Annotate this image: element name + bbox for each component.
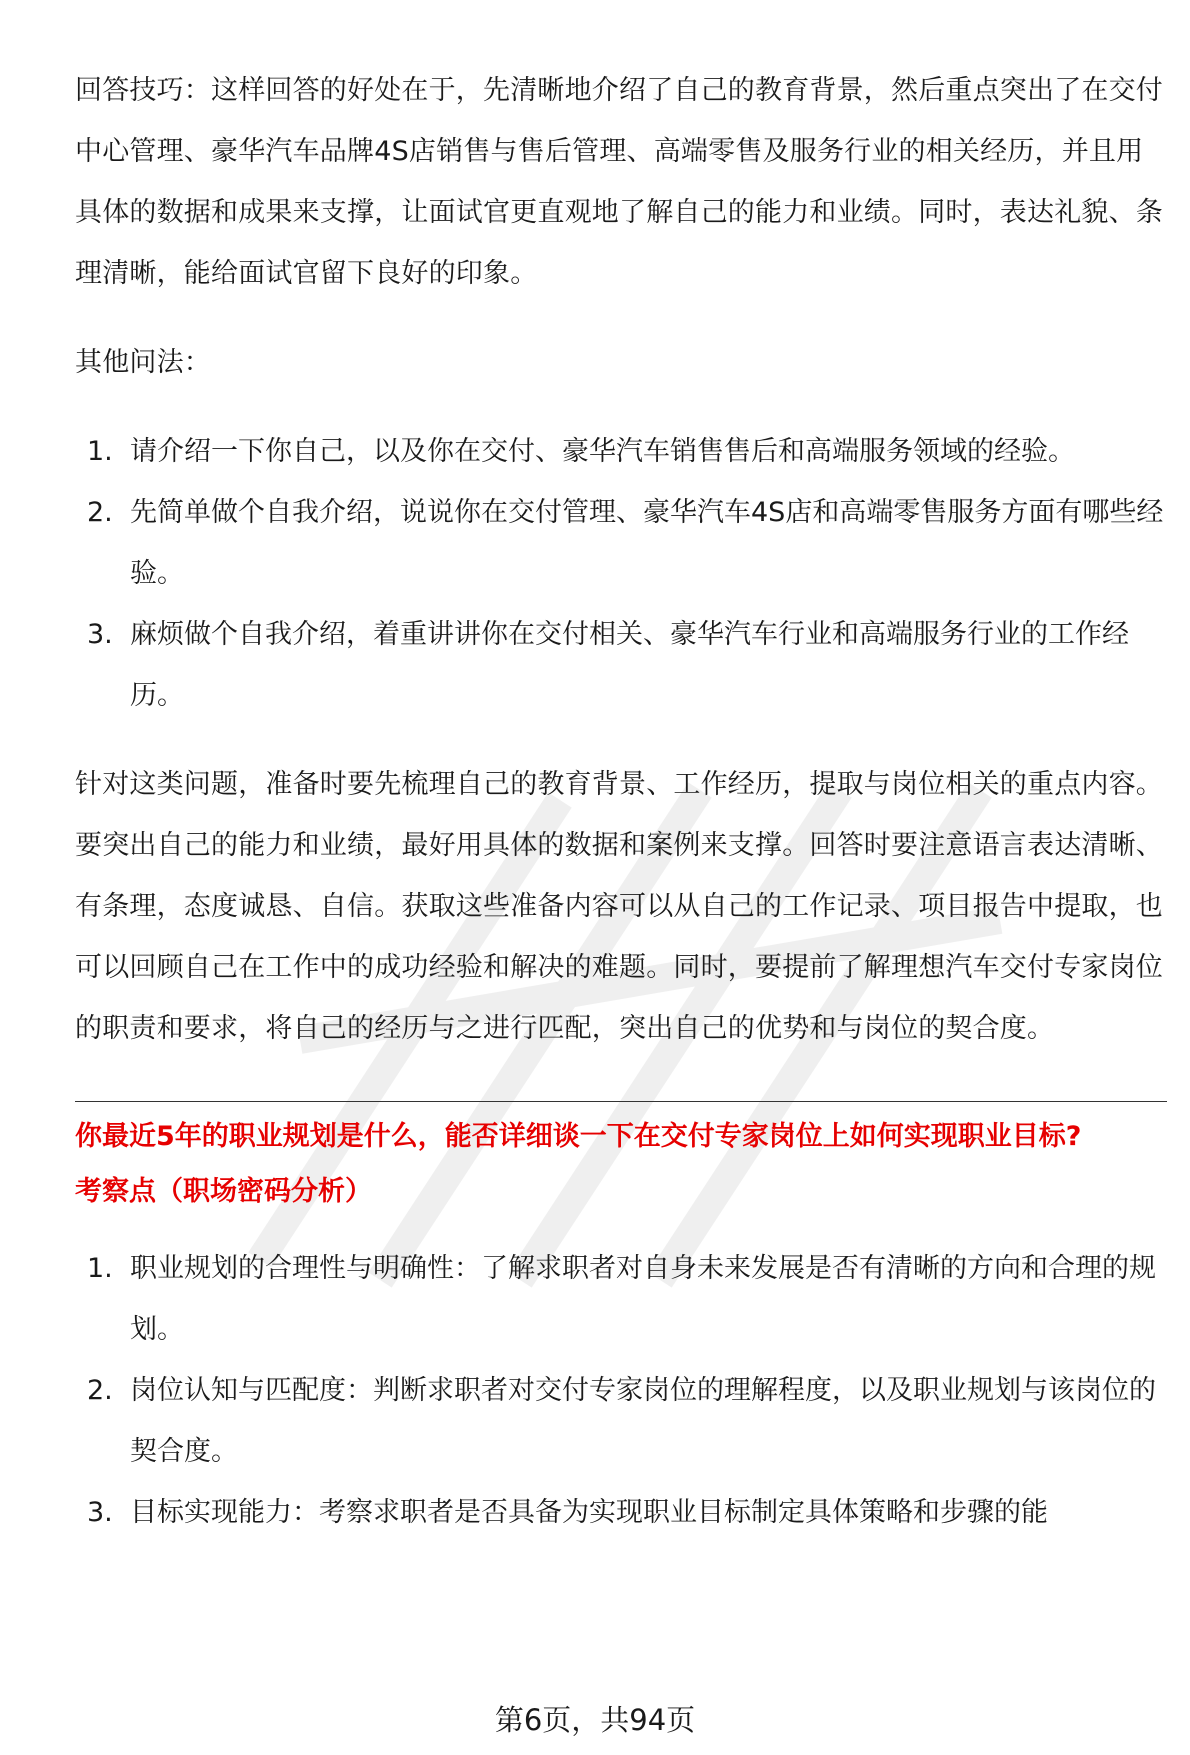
list-item: 3. 麻烦做个自我介绍，着重讲讲你在交付相关、豪华汽车行业和高端服务行业的工作经历。 — [87, 619, 1129, 711]
list-item: 1. 职业规划的合理性与明确性：了解求职者对自身未来发展是否有清晰的方向和合理的规划。 — [87, 1253, 1156, 1345]
focus-heading: 考察点（职场密码分析） — [75, 1176, 372, 1207]
other-ways-list — [75, 421, 1167, 726]
list-item: 2. 先简单做个自我介绍，说说你在交付管理、豪华汽车4S店和高端零售服务方面有哪些经验。 — [87, 497, 1164, 589]
preparation-paragraph: 针对这类问题，准备时要先梳理自己的教育背景、工作经历，提取与岗位相关的重点内容。要突出自己的能力和业绩，最好用具体的数据和案例来支撑。回答时要注意语言表达清晰、有条理，态度诚恳、自信。获取这些准备内容可以从自己的工作记录、项目报告中提取，也可以回顾自己在工作中的成功经验和解决的难题。同时，要提前了解理想汽车交付专家岗位的职责和要求，将自己的经历与之进行匹配，突出自己的优势和与岗位的契合度。 — [75, 769, 1163, 1044]
answer-tip-paragraph: 回答技巧：这样回答的好处在于，先清晰地介绍了自己的教育背景，然后重点突出了在交付中心管理、豪华汽车品牌4S店销售与售后管理、高端零售及服务行业的相关经历，并且用具体的数据和成果来支撑，让面试官更直观地了解自己的能力和业绩。同时，表达礼貌、条理清晰，能给面试官留下良好的印象。 — [75, 75, 1163, 289]
page-number-footer: 第6页，共94页 — [494, 1703, 696, 1737]
list-item: 1. 请介绍一下你自己，以及你在交付、豪华汽车销售售后和高端服务领域的经验。 — [87, 436, 1075, 467]
question-title: 你最近5年的职业规划是什么，能否详细谈一下在交付专家岗位上如何实现职业目标? — [75, 1121, 1082, 1152]
other-ways-heading: 其他问法： — [75, 347, 211, 378]
list-item: 2. 岗位认知与匹配度：判断求职者对交付专家岗位的理解程度，以及职业规划与该岗位的契合度。 — [87, 1375, 1156, 1467]
page-content — [75, 60, 1167, 1543]
focus-points-list — [75, 1238, 1167, 1543]
list-item: 3. 目标实现能力：考察求职者是否具备为实现职业目标制定具体策略和步骤的能 — [87, 1497, 1048, 1528]
